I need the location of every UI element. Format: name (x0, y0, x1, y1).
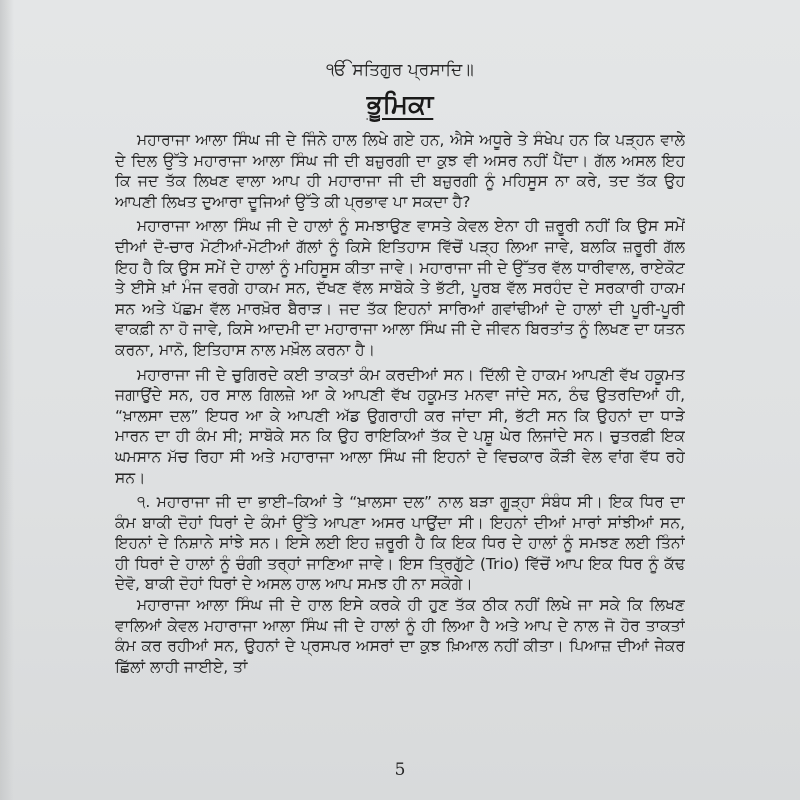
page-number: 5 (394, 760, 406, 780)
paragraph-3: ਮਹਾਰਾਜਾ ਜੀ ਦੇ ਚੁਗਿਰਦੇ ਕਈ ਤਾਕਤਾਂ ਕੰਮ ਕਰਦੀਆਂ ਸਨ। ਦਿੱਲੀ ਦੇ ਹਾਕਮ ਆਪਣੀ ਵੱਖ ਹਕੂਮਤ ਜਗਾਉਂਦੇ ਸਨ, ਹਰ ਸਾਲ ਗਿਲਜ਼ੇ ਆ ਕੇ ਆਪਣੀ ਵੱਖ ਹਕੂਮਤ ਮਨਵਾ ਜਾਂਦੇ ਸਨ, ਠੰਢ ਉਤਰਦਿਆਂ ਹੀ, “ਖ਼ਾਲਸਾ ਦਲ” ਇਧਰ ਆ ਕੇ ਆਪਣੀ ਅੱਡ ਉਗਰਾਹੀ ਕਰ ਜਾਂਦਾ ਸੀ, ਭੱਟੀ ਸਨ ਕਿ ਉਹਨਾਂ ਦਾ ਧਾੜੇ ਮਾਰਨ ਦਾ ਹੀ ਕੰਮ ਸੀ; ਸਾਬੋਕੇ ਸਨ ਕਿ ਉਹ ਰਾਇਕਿਆਂ ਤੱਕ ਦੇ ਪਸ਼ੂ ਘੇਰ ਲਿਜਾਂਦੇ ਸਨ। ਚੁਤਰਫ਼ੀ ਇਕ ਘਮਸਾਨ ਮੱਚ ਰਿਹਾ ਸੀ ਅਤੇ ਮਹਾਰਾਜਾ ਆਲਾ ਸਿੰਘ ਜੀ ਇਹਨਾਂ ਦੇ ਵਿਚਕਾਰ ਕੌੜੀ ਵੇਲ ਵਾਂਗ ਵੱਧ ਰਹੇ ਸਨ। (115, 365, 685, 487)
body-text (115, 130, 685, 760)
paragraph-4: ੧. ਮਹਾਰਾਜਾ ਜੀ ਦਾ ਭਾਈ–ਕਿਆਂ ਤੇ “ਖ਼ਾਲਸਾ ਦਲ” ਨਾਲ ਬੜਾ ਗੂੜ੍ਹਾ ਸੰਬੰਧ ਸੀ। ਇਕ ਧਿਰ ਦਾ ਕੰਮ ਬਾਕੀ ਦੋਹਾਂ ਧਿਰਾਂ ਦੇ ਕੰਮਾਂ ਉੱਤੇ ਆਪਣਾ ਅਸਰ ਪਾਉਂਦਾ ਸੀ। ਇਹਨਾਂ ਦੀਆਂ ਮਾਰਾਂ ਸਾਂਝੀਆਂ ਸਨ, ਇਹਨਾਂ ਦੇ ਨਿਸ਼ਾਨੇ ਸਾਂਝੇ ਸਨ। ਇਸੇ ਲਈ ਇਹ ਜ਼ਰੂਰੀ ਹੈ ਕਿ ਇਕ ਧਿਰ ਦੇ ਹਾਲਾਂ ਨੂੰ ਸਮਝਣ ਲਈ ਤਿੰਨਾਂ ਹੀ ਧਿਰਾਂ ਦੇ ਹਾਲਾਂ ਨੂੰ ਚੰਗੀ ਤਰ੍ਹਾਂ ਜਾਣਿਆ ਜਾਵੇ। ਇਸ ਤ੍ਰਿਗੁੱਟੇ (Trio) ਵਿੱਚੋਂ ਆਪ ਇਕ ਧਿਰ ਨੂੰ ਕੱਢ ਦੇਵੋ, ਬਾਕੀ ਦੋਹਾਂ ਧਿਰਾਂ ਦੇ ਅਸਲ ਹਾਲ ਆਪ ਸਮਝ ਹੀ ਨਾ ਸਕੋਗੇ। (115, 493, 685, 594)
invocation-line: ੴ ਸਤਿਗੁਰ ਪ੍ਰਸਾਦਿ॥ (326, 60, 474, 80)
paragraph-2: ਮਹਾਰਾਜਾ ਆਲਾ ਸਿੰਘ ਜੀ ਦੇ ਹਾਲਾਂ ਨੂੰ ਸਮਝਾਉਣ ਵਾਸਤੇ ਕੇਵਲ ਏਨਾ ਹੀ ਜ਼ਰੂਰੀ ਨਹੀਂ ਕਿ ਉਸ ਸਮੇਂ ਦੀਆਂ ਦੋ-ਚਾਰ ਮੋਟੀਆਂ-ਮੋਟੀਆਂ ਗੱਲਾਂ ਨੂੰ ਕਿਸੇ ਇਤਿਹਾਸ ਵਿੱਚੋਂ ਪੜ੍ਹ ਲਿਆ ਜਾਵੇ, ਬਲਕਿ ਜ਼ਰੂਰੀ ਗੱਲ ਇਹ ਹੈ ਕਿ ਉਸ ਸਮੇਂ ਦੇ ਹਾਲਾਂ ਨੂੰ ਮਹਿਸੂਸ ਕੀਤਾ ਜਾਵੇ। ਮਹਾਰਾਜਾ ਜੀ ਦੇ ਉੱਤਰ ਵੱਲ ਧਾਰੀਵਾਲ, ਰਾਏਕੋਟ ਤੇ ਈਸੇ ਖ਼ਾਂ ਮੰਜ ਵਰਗੇ ਹਾਕਮ ਸਨ, ਦੱਖਣ ਵੱਲ ਸਾਬੋਕੇ ਤੇ ਭੱਟੀ, ਪੂਰਬ ਵੱਲ ਸਰਹੰਦ ਦੇ ਸਰਕਾਰੀ ਹਾਕਮ ਸਨ ਅਤੇ ਪੱਛਮ ਵੱਲ ਮਾਰਖ਼ੋਰ ਬੈਰਾੜ। ਜਦ ਤੱਕ ਇਹਨਾਂ ਸਾਰਿਆਂ ਗਵਾਂਢੀਆਂ ਦੇ ਹਾਲਾਂ ਦੀ ਪੂਰੀ-ਪੂਰੀ ਵਾਕਫ਼ੀ ਨਾ ਹੋ ਜਾਵੇ, ਕਿਸੇ ਆਦਮੀ ਦਾ ਮਹਾਰਾਜਾ ਆਲਾ ਸਿੰਘ ਜੀ ਦੇ ਜੀਵਨ ਬਿਰਤਾਂਤ ਨੂੰ ਲਿਖਣ ਦਾ ਯਤਨ ਕਰਨਾ, ਮਾਨੋ, ਇਤਿਹਾਸ ਨਾਲ ਮਖ਼ੌਲ ਕਰਨਾ ਹੈ। (115, 217, 685, 359)
page-heading: ਭੂਮਿਕਾ (366, 90, 434, 120)
paragraph-5: ਮਹਾਰਾਜਾ ਆਲਾ ਸਿੰਘ ਜੀ ਦੇ ਹਾਲ ਇਸੇ ਕਰਕੇ ਹੀ ਹੁਣ ਤੱਕ ਠੀਕ ਨਹੀਂ ਲਿਖੇ ਜਾ ਸਕੇ ਕਿ ਲਿਖਣ ਵਾਲਿਆਂ ਕੇਵਲ ਮਹਾਰਾਜਾ ਆਲਾ ਸਿੰਘ ਜੀ ਦੇ ਹਾਲਾਂ ਨੂੰ ਹੀ ਲਿਆ ਹੈ ਅਤੇ ਆਪ ਦੇ ਨਾਲ ਜੋ ਹੋਰ ਤਾਕਤਾਂ ਕੰਮ ਕਰ ਰਹੀਆਂ ਸਨ, ਉਹਨਾਂ ਦੇ ਪ੍ਰਸਪਰ ਅਸਰਾਂ ਦਾ ਕੁਝ ਖ਼ਿਆਲ ਨਹੀਂ ਕੀਤਾ। ਪਿਆਜ਼ ਦੀਆਂ ਜੇਕਰ ਛਿੱਲਾਂ ਲਾਹੀ ਜਾਈਏ, ਤਾਂ (115, 596, 685, 676)
paragraph-1: ਮਹਾਰਾਜਾ ਆਲਾ ਸਿੰਘ ਜੀ ਦੇ ਜਿੰਨੇ ਹਾਲ ਲਿਖੇ ਗਏ ਹਨ, ਐਸੇ ਅਧੂਰੇ ਤੇ ਸੰਖੇਪ ਹਨ ਕਿ ਪੜ੍ਹਨ ਵਾਲੇ ਦੇ ਦਿਲ ਉੱਤੇ ਮਹਾਰਾਜਾ ਆਲਾ ਸਿੰਘ ਜੀ ਦੀ ਬਜ਼ੁਰਗੀ ਦਾ ਕੁਝ ਵੀ ਅਸਰ ਨਹੀਂ ਪੈਂਦਾ। ਗੱਲ ਅਸਲ ਇਹ ਕਿ ਜਦ ਤੱਕ ਲਿਖਣ ਵਾਲਾ ਆਪ ਹੀ ਮਹਾਰਾਜਾ ਜੀ ਦੀ ਬਜ਼ੁਰਗੀ ਨੂੰ ਮਹਿਸੂਸ ਨਾ ਕਰੇ, ਤਦ ਤੱਕ ਉਹ ਆਪਣੀ ਲਿਖਤ ਦੁਆਰਾ ਦੂਜਿਆਂ ਉੱਤੇ ਕੀ ਪ੍ਰਭਾਵ ਪਾ ਸਕਦਾ ਹੈ? (115, 131, 685, 211)
